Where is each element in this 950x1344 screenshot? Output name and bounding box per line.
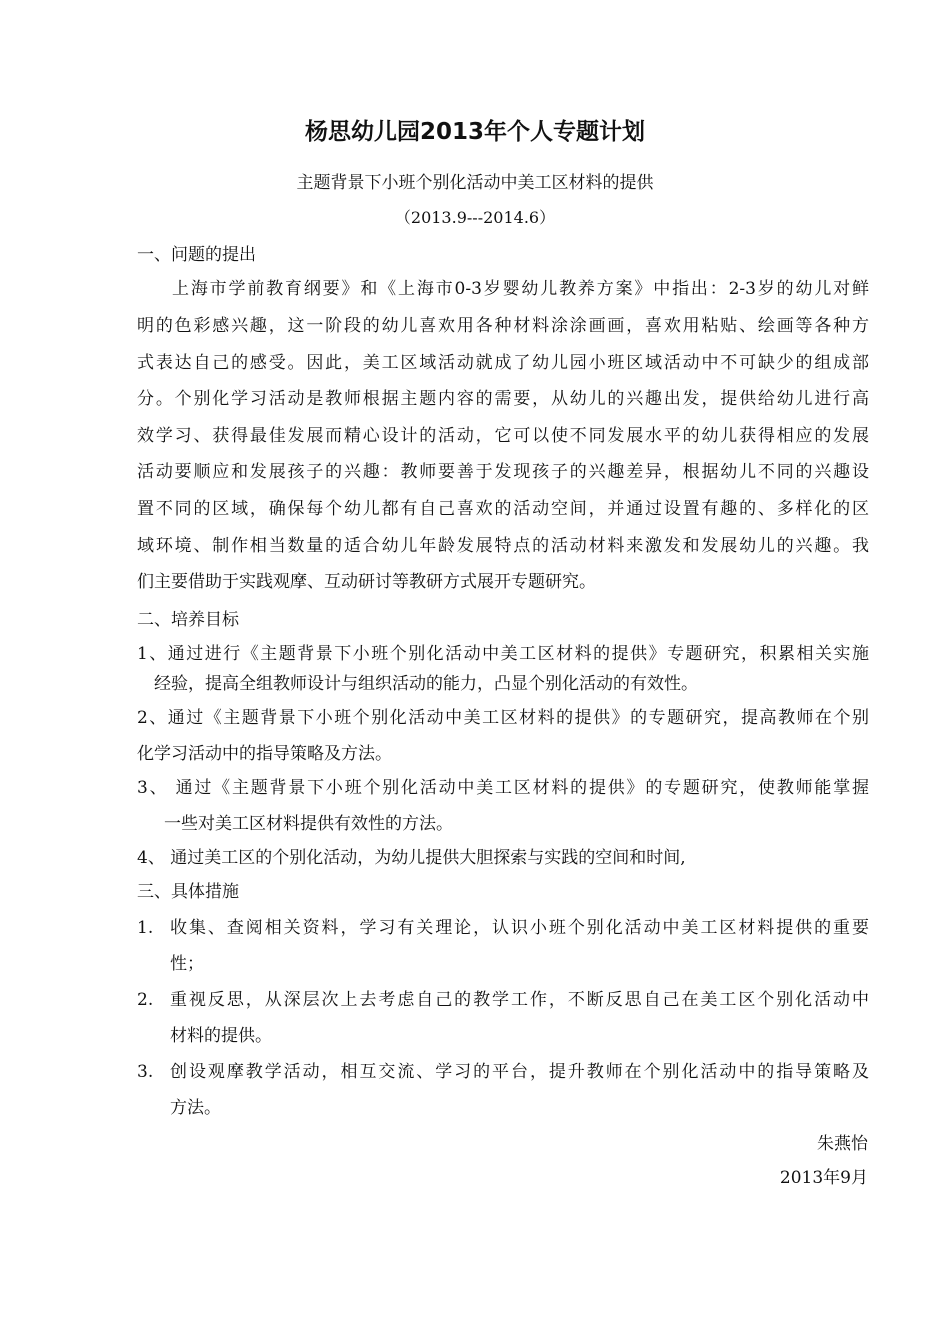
- section-heading-goals: 二、培养目标: [137, 610, 239, 630]
- section-heading-problem: 一、问题的提出: [137, 245, 256, 265]
- measure-line: 材料的提供。: [170, 1026, 272, 1046]
- measure-line: 创设观摩教学活动，相互交流、学习的平台，提升教师在个别化活动中的指导策略及: [170, 1062, 869, 1082]
- date-range: （2013.9---2014.6）: [394, 208, 556, 227]
- paragraph-line: 域环境、制作相当数量的适合幼儿年龄发展特点的活动材料来激发和发展幼儿的兴趣。我: [137, 536, 869, 556]
- goal-item-line: 2、通过《主题背景下小班个别化活动中美工区材料的提供》的专题研究，提高教师在个别: [137, 708, 869, 728]
- goal-item-line: 经验，提高全组教师设计与组织活动的能力，凸显个别化活动的有效性。: [154, 674, 698, 694]
- measure-line: 收集、查阅相关资料，学习有关理论，认识小班个别化活动中美工区材料提供的重要: [170, 918, 869, 938]
- section-heading-measures: 三、具体措施: [137, 882, 239, 902]
- goal-item-line: 4、 通过美工区的个别化活动，为幼儿提供大胆探索与实践的空间和时间,: [137, 848, 686, 868]
- paragraph-line: 活动要顺应和发展孩子的兴趣：教师要善于发现孩子的兴趣差异，根据幼儿不同的兴趣设: [137, 462, 869, 482]
- measure-number: 1.: [137, 918, 154, 938]
- goal-item-line: 3、 通过《主题背景下小班个别化活动中美工区材料的提供》的专题研究，使教师能掌握: [137, 778, 869, 798]
- document-subtitle: 主题背景下小班个别化活动中美工区材料的提供: [296, 173, 654, 193]
- measure-line: 重视反思，从深层次上去考虑自己的教学工作，不断反思自己在美工区个别化活动中: [170, 990, 869, 1010]
- measure-number: 3.: [137, 1062, 154, 1082]
- document-title: 杨思幼儿园2013年个人专题计划: [304, 119, 645, 145]
- paragraph-line: 们主要借助于实践观摩、互动研讨等教研方式展开专题研究。: [137, 572, 596, 592]
- author-name: 朱燕怡: [817, 1134, 868, 1154]
- paragraph-line: 明的色彩感兴趣，这一阶段的幼儿喜欢用各种材料涂涂画画，喜欢用粘贴、绘画等各种方: [137, 316, 869, 336]
- paragraph-line: 上海市学前教育纲要》和《上海市0-3岁婴幼儿教养方案》中指出：2-3岁的幼儿对鲜: [172, 279, 869, 299]
- measure-line: 性；: [170, 954, 204, 974]
- paragraph-line: 置不同的区域，确保每个幼儿都有自己喜欢的活动空间，并通过设置有趣的、多样化的区: [137, 499, 869, 519]
- goal-item-line: 化学习活动中的指导策略及方法。: [137, 744, 392, 764]
- measure-number: 2.: [137, 990, 154, 1010]
- paragraph-line: 分。个别化学习活动是教师根据主题内容的需要，从幼儿的兴趣出发，提供给幼儿进行高: [137, 389, 869, 409]
- signature-date: 2013年9月: [779, 1168, 868, 1188]
- measure-line: 方法。: [170, 1098, 221, 1118]
- paragraph-line: 式表达自己的感受。因此，美工区域活动就成了幼儿园小班区域活动中不可缺少的组成部: [137, 353, 869, 373]
- paragraph-line: 效学习、获得最佳发展而精心设计的活动，它可以使不同发展水平的幼儿获得相应的发展: [137, 426, 869, 446]
- goal-item-line: 1、通过进行《主题背景下小班个别化活动中美工区材料的提供》专题研究，积累相关实施: [137, 644, 869, 664]
- goal-item-line: 一些对美工区材料提供有效性的方法。: [164, 814, 453, 834]
